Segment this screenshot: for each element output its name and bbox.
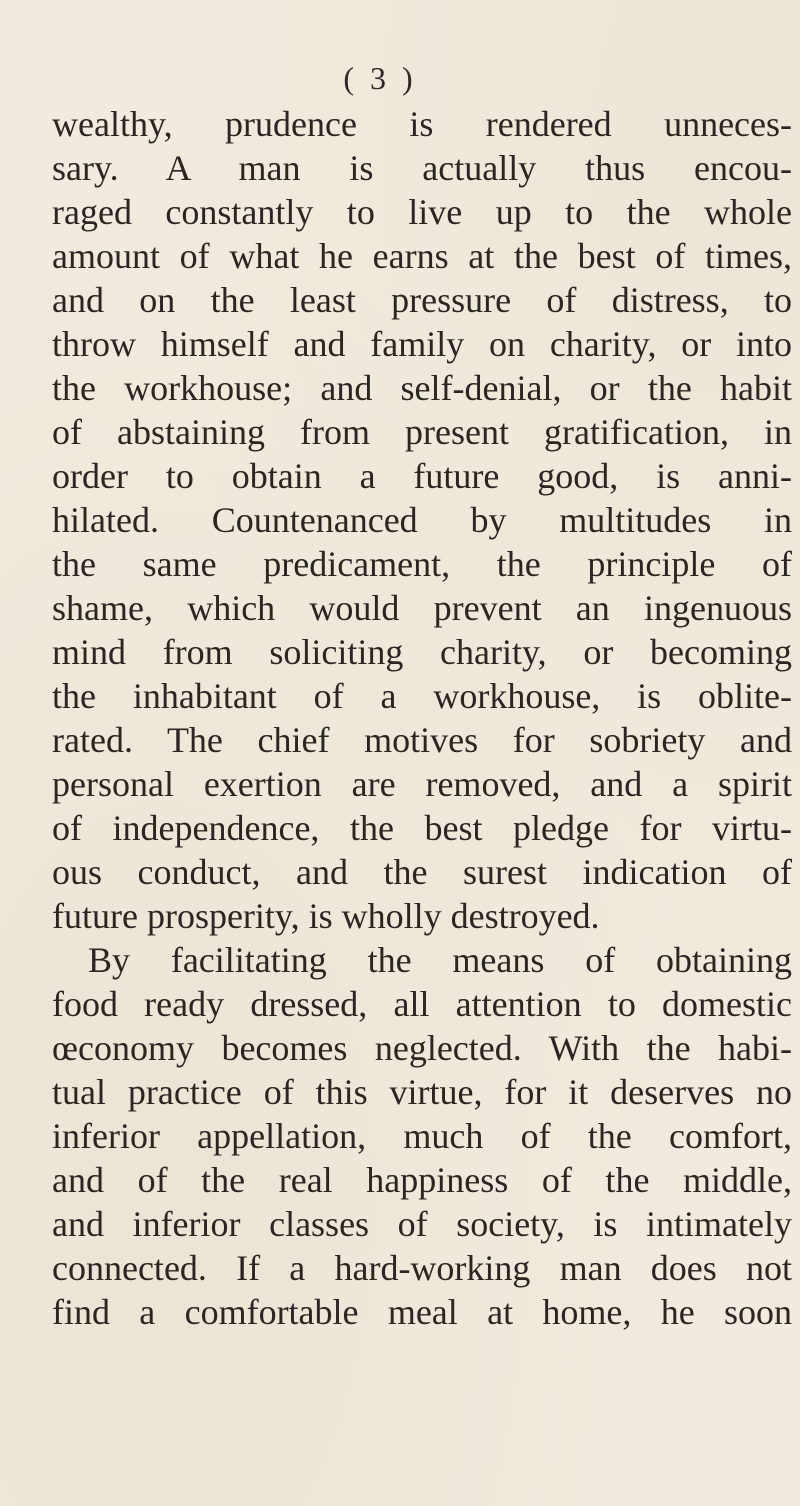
- text-line: hilated. Countenanced by multitudes in: [52, 500, 792, 540]
- text-line: and of the real happiness of the middle,: [52, 1160, 792, 1200]
- text-line: the inhabitant of a workhouse, is oblite-: [52, 676, 792, 716]
- text-line: throw himself and family on charity, or into: [52, 324, 792, 364]
- text-line: raged constantly to live up to the whole: [52, 192, 792, 232]
- text-line: find a comfortable meal at home, he soon: [52, 1292, 792, 1332]
- body-text: [52, 102, 792, 1334]
- text-line: and inferior classes of society, is intimately: [52, 1204, 792, 1244]
- text-line: By facilitating the means of obtaining: [88, 940, 792, 980]
- text-line: mind from soliciting charity, or becoming: [52, 632, 792, 672]
- text-line: food ready dressed, all attention to domestic: [52, 984, 792, 1024]
- text-line: of independence, the best pledge for virtu-: [52, 808, 792, 848]
- text-line: the same predicament, the principle of: [52, 544, 792, 584]
- text-line: sary. A man is actually thus encou-: [52, 148, 792, 188]
- text-line: ous conduct, and the surest indication of: [52, 852, 792, 892]
- text-line: amount of what he earns at the best of times,: [52, 236, 792, 276]
- text-line: the workhouse; and self-denial, or the habit: [52, 368, 792, 408]
- text-line: shame, which would prevent an ingenuous: [52, 588, 792, 628]
- text-line: order to obtain a future good, is anni-: [52, 456, 792, 496]
- text-line: rated. The chief motives for sobriety and: [52, 720, 792, 760]
- text-line: of abstaining from present gratification, in: [52, 412, 792, 452]
- text-line: tual practice of this virtue, for it deserves no: [52, 1072, 792, 1112]
- page-number: ( 3 ): [343, 60, 417, 96]
- text-line: future prosperity, is wholly destroyed.: [52, 896, 600, 936]
- text-line: and on the least pressure of distress, to: [52, 280, 792, 320]
- text-line: wealthy, prudence is rendered unneces-: [52, 104, 792, 144]
- text-line: connected. If a hard-working man does not: [52, 1248, 792, 1288]
- text-line: personal exertion are removed, and a spirit: [52, 764, 792, 804]
- text-line: inferior appellation, much of the comfort,: [52, 1116, 792, 1156]
- text-line: œconomy becomes neglected. With the habi-: [52, 1028, 792, 1068]
